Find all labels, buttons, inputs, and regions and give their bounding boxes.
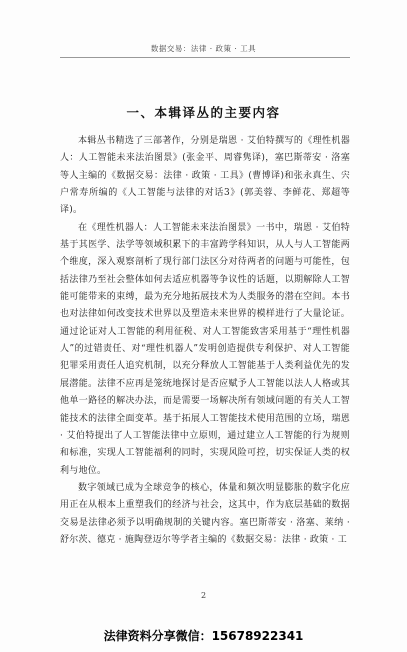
page-number: 2 <box>200 591 207 600</box>
section-title: 一、本辑译丛的主要内容 <box>126 105 281 120</box>
paragraph-2: 在《理性机器人：人工智能未来法治图景》一书中，瑞恩 · 艾伯特基于其医学、法学等领域积累下的丰富跨学科知识，从人与人工智能两个维度，深入观察剖析了现行部门法区分对待两者的问题与可能性，包括法律乃至社会整体如何去适应机器等争议性的话题，以期解除人工智能可能带来的束缚，最为充分地拓展技术为人类服务的潜在空间。本书也对法律如何改变技术世界以及塑造未来世界的模样进行了大量论证。通过论证对人工智能的利用征税、对人工智能致害采用基于“理性机器人”的过错责任、对“理性机器人”发明创造提供专利保护、对人工智能犯罪采用责任人追究机制，以充分释放人工智能基于人类利益优先的发展潜能。法律不应再是笼统地探讨是否应赋予人工智能以法人人格或其他单一路径的解决办法，而是需要一场解决所有领域问题的有关人工智能技术的法律全面变革。基于拓展人工智能技术使用范围的立场，瑞恩 · 艾伯特提出了人工智能法律中立原则，通过建立人工智能的行为规则和标准，实现人工智能福利的同时，实现风险可控，切实保证人类的权利与地位。 <box>60 222 350 476</box>
watermark-text: 法律资料分享微信：15678922341 <box>103 629 304 643</box>
running-header: 数据交易：法律 · 政策 · 工具 <box>150 44 257 53</box>
paragraph-3: 数字领域已成为全球竞争的核心，体量和频次明显膨胀的数字化应用正在从根本上重塑我们的经济与社会，这其中，作为底层基础的数据交易是法律必须予以明确规制的关键内容。塞巴斯蒂安 · 洛塞、莱纳 · 舒尔茨、德克 · 施陶登迈尔等学者主编的《数据交易：法律 · 政策 · 工 <box>60 482 350 545</box>
paragraph-1: 本辑丛书精选了三部著作，分别是瑞恩 · 艾伯特撰写的《理性机器人：人工智能未来法治图景》(张金平、周睿隽译)，塞巴斯蒂安 · 洛塞等人主编的《数据交易：法律 · 政策 · 工具》(曹博译)和张永真生、宍户常寿所编的《人工智能与法律的对话3》(郭美蓉、李鲜花、郑超等译)。 <box>60 136 350 216</box>
header-rule <box>60 57 350 58</box>
body-text <box>60 133 350 549</box>
